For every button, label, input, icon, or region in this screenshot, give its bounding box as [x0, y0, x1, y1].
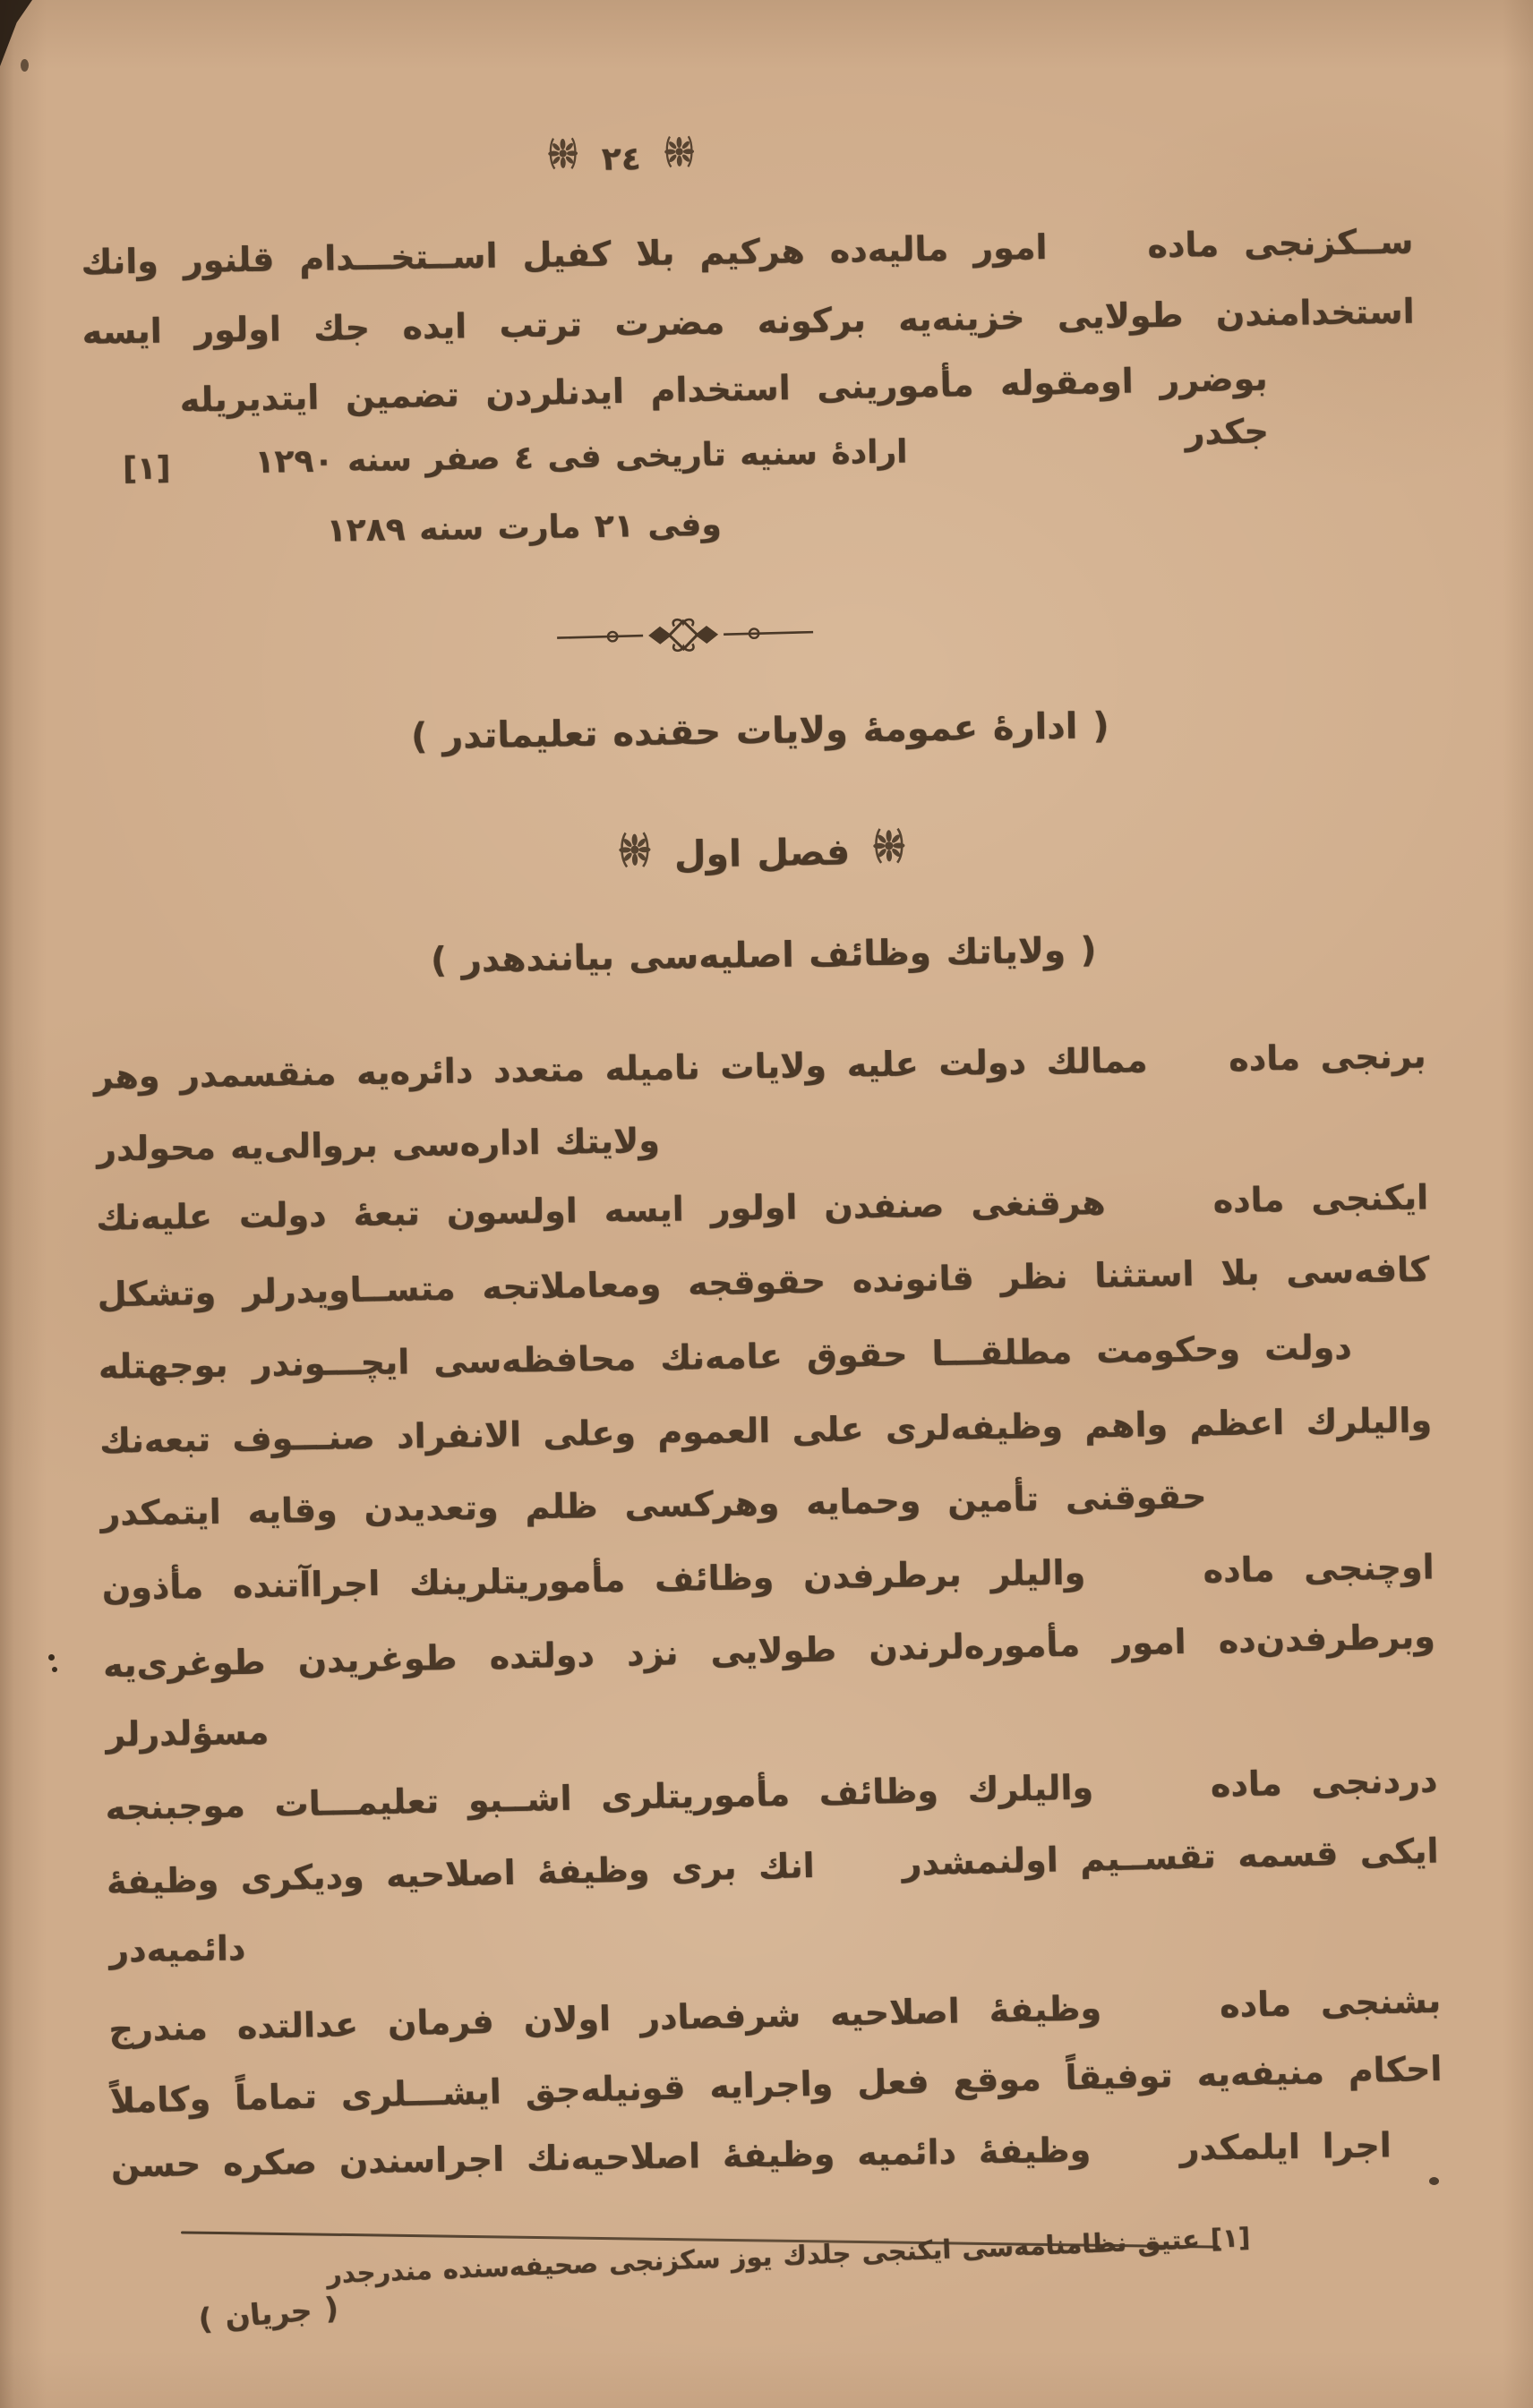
- section-heading: ( ادارهٔ عمومهٔ ولايات حقنده تعليماتدر ): [410, 704, 1110, 758]
- page-header: [473, 132, 769, 187]
- article-8-line: ســكزنجى ماده امور ماليه‌ده هركيم بلا كفيل اســتخـــدام قلنور وانك: [81, 221, 1414, 282]
- article-2-line: واليلرك اعظم واهم وظيفه‌لرى على العموم وعلى الانفراد صنـــوف تبعه‌نك: [98, 1400, 1433, 1461]
- article-2-line: حقوقنى تأمين وحمايه وهركسى ظلم وتعديدن وقايه ايتمكدر: [100, 1476, 1207, 1533]
- flower-ornament-icon: [873, 824, 906, 881]
- article-4-line: دائميه‌در: [108, 1928, 246, 1970]
- page-number: ٢٤: [601, 141, 642, 178]
- article-2-line: دولت وحكومت مطلقـــا حقوق عامه‌نك محافظه‌سى ايچـــوندر بوجهتله: [98, 1327, 1353, 1387]
- article-5-line: اجرا ايلمكدر وظيفهٔ دائميه وظيفهٔ اصلاحيه‌نك اجراسندن صكره حسن: [110, 2125, 1392, 2185]
- chapter-heading-row: [546, 822, 977, 885]
- article-1-line: ولايتك اداره‌سى بروالى‌يه محولدر: [96, 1120, 661, 1169]
- chapter-heading: فصل اول: [673, 830, 851, 876]
- article-4-line: دردنجى ماده واليلرك وظائف مأموريتلرى اشــبو تعليمـــات موجبنجه: [105, 1760, 1438, 1828]
- article-4-line: ايكى قسمه تقســيم اولنمشدر انك برى وظيفهٔ اصلاحيه وديكرى وظيفهٔ: [106, 1831, 1440, 1902]
- article-3-line: وبرطرفدن‌ده امور مأموره‌لرندن طولايى نزد دولتده طوغريدن طوغرى‌يه: [102, 1616, 1436, 1686]
- footnote-text: [١] عتيق نظامنامه‌سى ايكنجى جلدك يوز سكزنجى صحيفه‌سنده مندرجدر: [326, 2222, 1251, 2290]
- article-8-line: بوضرر اومقوله مأمورينى استخدام ايدنلردن تضمين ايتديريله جكدر: [179, 358, 1270, 453]
- article-2-line: ايكنجى ماده هرقنغى صنفدن اولور ايسه اولسون تبعهٔ دولت عليه‌نك: [95, 1177, 1429, 1238]
- footnote-reference: [١]: [122, 450, 171, 488]
- divider-ornament-icon: [555, 615, 816, 659]
- article-5-line: بشنجى ماده وظيفهٔ اصلاحيه شرفصادر اولان فرمان عدالتده مندرج: [108, 1980, 1442, 2050]
- article-3-line: مسؤلدرلر: [105, 1712, 270, 1755]
- sub-heading: ( ولاياتك وظائف اصليه‌سى بيانندهدر ): [430, 930, 1097, 981]
- irade-date-line: ارادهٔ سنيه تاريخى فى ٤ صفر سنه ١٢٩٠: [254, 433, 908, 481]
- article-2-line: كافه‌سى بلا استثنا نظر قانونده حقوقجه ومعاملاتجه متســاويدرلر وتشكل: [97, 1249, 1430, 1315]
- catchword: ( جريان ): [197, 2290, 340, 2337]
- flower-ornament-icon: [664, 133, 695, 184]
- article-1-line: برنجى ماده ممالك دولت عليه ولايات ناميله متعدد دائره‌يه منقسمدر وهر: [93, 1036, 1426, 1097]
- mart-date-line: وفى ٢١ مارت سنه ١٢٨٩: [326, 506, 723, 550]
- flower-ornament-icon: [547, 135, 578, 185]
- flower-ornament-icon: [618, 827, 651, 884]
- article-5-line: احكام منيفه‌يه توفيقاً موقع فعل واجرايه قونيله‌جق ايشـــلرى تماماً وكاملاً: [109, 2048, 1443, 2122]
- article-3-line: اوچنجى ماده واليلر برطرفدن وظائف مأموريتلرينك اجراآتنده مأذون: [101, 1547, 1435, 1608]
- article-8-line: استخدامندن طولايى خزينه‌يه بركونه مضرت ترتب ايده جك اولور ايسه: [81, 291, 1415, 352]
